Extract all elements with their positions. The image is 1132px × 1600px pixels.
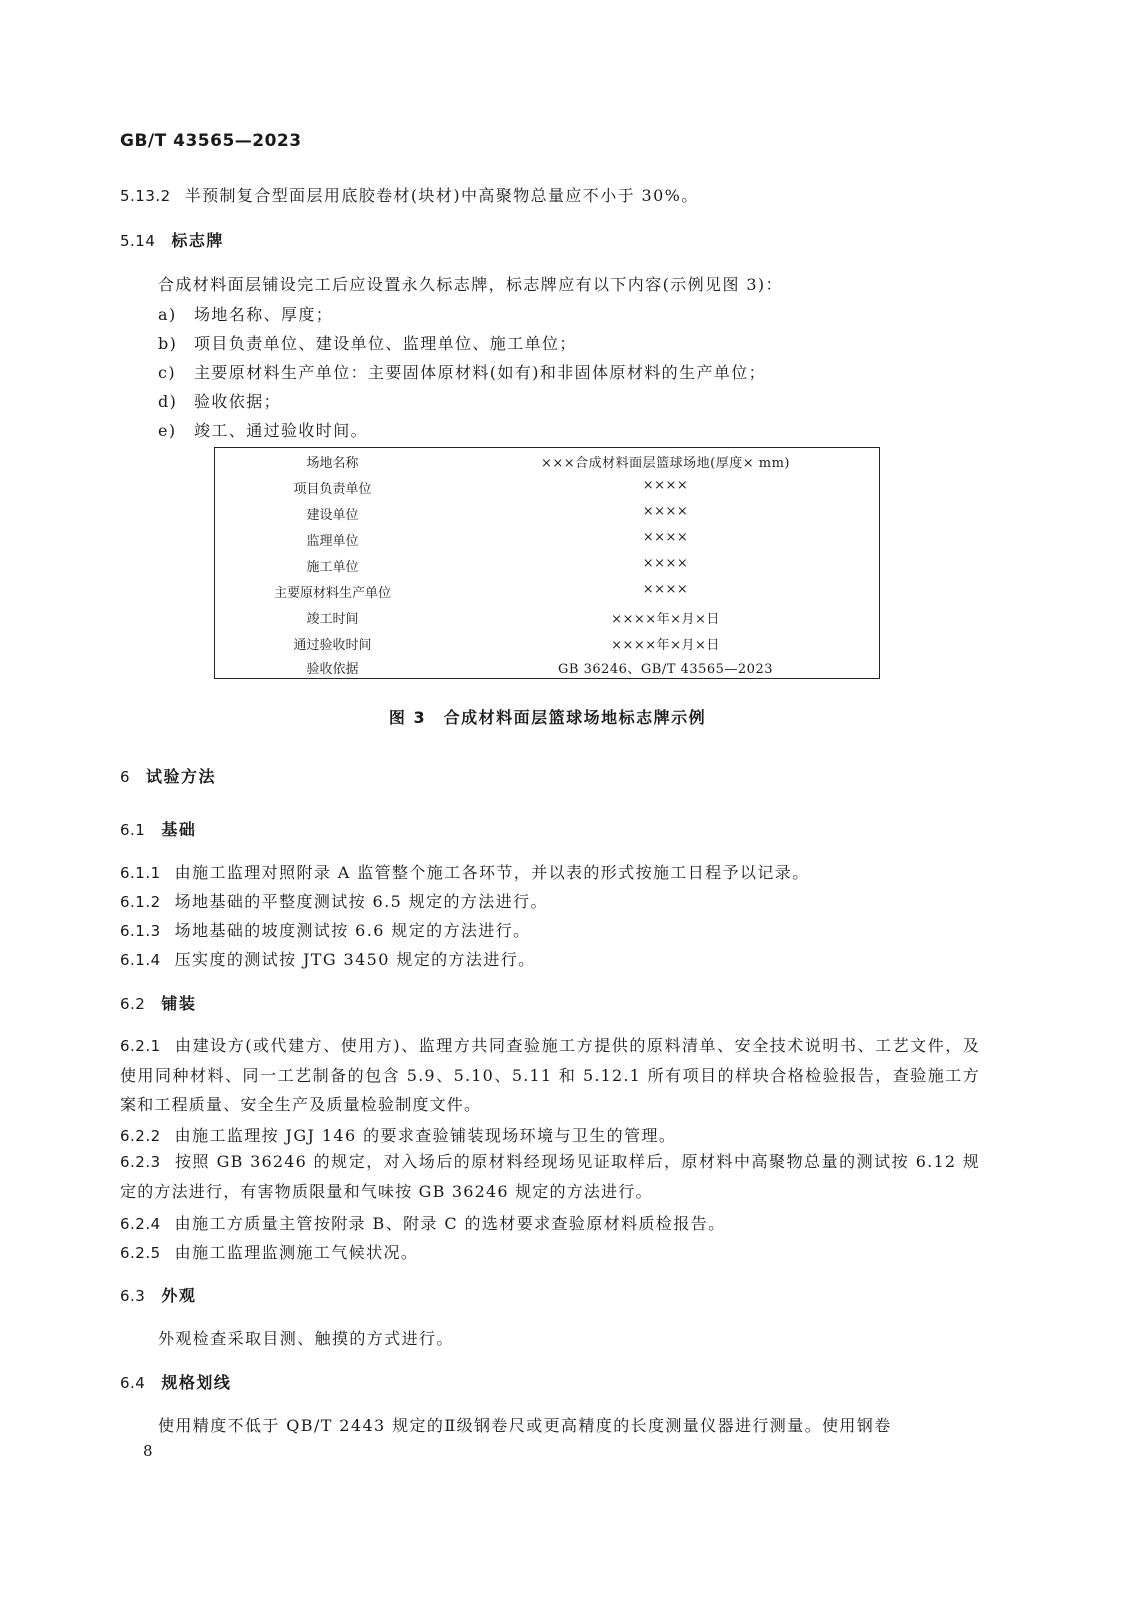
section-title: 基础 — [161, 820, 197, 839]
clause-number: 6.2.4 — [120, 1215, 161, 1233]
section-number: 6.1 — [120, 821, 146, 839]
chapter-title: 试验方法 — [146, 767, 217, 786]
clause-number: 6.2.5 — [120, 1244, 161, 1262]
sign-value: ××××年×月×日 — [611, 638, 720, 653]
standard-number: GB/T 43565—2023 — [120, 131, 302, 151]
clause-6-2-5 — [120, 1240, 418, 1263]
section-number: 6.3 — [120, 1287, 146, 1305]
section-text: 外观检查采取目测、触摸的方式进行。 — [158, 1329, 454, 1348]
clause-6-2-2 — [120, 1123, 676, 1146]
list-item — [158, 389, 281, 412]
clause-text: 半预制复合型面层用底胶卷材(块材)中高聚物总量应不小于 30%。 — [184, 186, 699, 205]
chapter-heading-6 — [120, 764, 216, 787]
sign-value: ×××合成材料面层篮球场地(厚度× mm) — [540, 456, 790, 471]
clause-6-2-3 — [120, 1147, 980, 1206]
sign-intro: 合成材料面层铺设完工后应设置永久标志牌，标志牌应有以下内容(示例见图 3)： — [158, 275, 783, 294]
section-number: 6.4 — [120, 1374, 146, 1392]
sign-row — [215, 630, 879, 656]
sign-value: ××××年×月×日 — [611, 612, 720, 627]
clause-5-13-2 — [120, 183, 699, 206]
clause-text: 场地基础的平整度测试按 6.5 规定的方法进行。 — [174, 892, 548, 911]
clause-number: 6.2.1 — [120, 1037, 161, 1055]
clause-text: 由施工监理对照附录 A 监管整个施工各环节，并以表的形式按施工日程予以记录。 — [174, 863, 810, 882]
clause — [120, 889, 548, 912]
list-item-text: 项目负责单位、建设单位、监理单位、施工单位； — [194, 334, 577, 353]
clause-number: 6.2.2 — [120, 1127, 161, 1145]
section-title: 铺装 — [161, 994, 197, 1013]
sign-row — [215, 604, 879, 630]
sign-key: 项目负责单位 — [293, 482, 372, 497]
list-item — [158, 360, 766, 383]
sign-value: ×××× — [642, 556, 689, 571]
section-number: 6.2 — [120, 995, 146, 1013]
clause-number: 6.1.1 — [120, 864, 161, 882]
sign-row — [215, 500, 879, 526]
chapter-number: 6 — [120, 768, 131, 786]
list-item-text: 场地名称、厚度； — [194, 305, 334, 324]
clause-text: 按照 GB 36246 的规定，对入场后的原材料经现场见证取样后，原材料中高聚物总量的测试按 6.12 规定的方法进行，有害物质限量和气味按 GB 36246 规定的方法进行。 — [120, 1152, 980, 1201]
sign-key: 施工单位 — [306, 560, 359, 575]
clause — [120, 860, 810, 883]
section-text: 使用精度不低于 QB/T 2443 规定的Ⅱ级钢卷尺或更高精度的长度测量仪器进行测量。使用钢卷 — [158, 1416, 892, 1435]
clause-number: 5.13.2 — [120, 187, 171, 205]
list-item-text: 验收依据； — [194, 392, 282, 411]
clause-text: 由施工监理监测施工气候状况。 — [174, 1243, 419, 1262]
section-heading-6-1 — [120, 817, 196, 840]
sign-row — [215, 578, 879, 604]
section-title: 标志牌 — [171, 231, 224, 250]
list-item-text: 竣工、通过验收时间。 — [194, 421, 369, 440]
sign-key: 主要原材料生产单位 — [273, 586, 391, 601]
sign-value: ×××× — [642, 504, 689, 519]
list-item-label: b) — [158, 334, 178, 353]
sign-value: ×××× — [642, 582, 689, 597]
section-number: 5.14 — [120, 232, 156, 250]
section-heading-6-4 — [120, 1370, 231, 1393]
section-heading-6-3 — [120, 1283, 196, 1306]
sign-key: 监理单位 — [306, 534, 359, 549]
list-item-text: 主要原材料生产单位：主要固体原材料(如有)和非固体原材料的生产单位； — [194, 363, 767, 382]
sign-row — [215, 448, 879, 474]
sign-row — [215, 552, 879, 578]
clause-text: 场地基础的坡度测试按 6.6 规定的方法进行。 — [174, 921, 531, 940]
clause — [120, 947, 536, 970]
clause-number: 6.1.2 — [120, 893, 161, 911]
clause-text: 由施工监理按 JGJ 146 的要求查验铺装现场环境与卫生的管理。 — [174, 1126, 677, 1145]
section-heading-5-14 — [120, 228, 224, 251]
sign-value: GB 36246、GB/T 43565—2023 — [558, 662, 773, 677]
clause-number: 6.2.3 — [120, 1153, 161, 1171]
sign-key: 竣工时间 — [306, 612, 359, 627]
sign-row — [215, 474, 879, 500]
clause — [120, 918, 531, 941]
section-title: 外观 — [161, 1286, 197, 1305]
section-title: 规格划线 — [161, 1373, 232, 1392]
sign-row — [215, 526, 879, 552]
sign-value: ×××× — [642, 530, 689, 545]
list-item — [158, 331, 577, 354]
sign-key: 通过验收时间 — [293, 638, 372, 653]
clause-6-2-4 — [120, 1211, 726, 1234]
figure-caption: 图 3 合成材料面层篮球场地标志牌示例 — [388, 708, 707, 727]
sign-key: 建设单位 — [306, 508, 359, 523]
list-item-label: c) — [158, 363, 177, 382]
clause-text: 由建设方(或代建方、使用方)、监理方共同查验施工方提供的原料清单、安全技术说明书、工艺文件，及使用同种材料、同一工艺制备的包含 5.9、5.10、5.11 和 5.12.1 所有项目的样块合格检验报告，查验施工方案和工程质量、安全生产及质量检验制度文件。 — [120, 1036, 980, 1114]
sign-example-table — [214, 447, 880, 679]
section-heading-6-2 — [120, 991, 196, 1014]
list-item — [158, 302, 333, 325]
clause-6-2-1 — [120, 1031, 980, 1119]
clause-text: 由施工方质量主管按附录 B、附录 C 的选材要求查验原材料质检报告。 — [174, 1214, 726, 1233]
sign-key: 场地名称 — [306, 456, 359, 471]
list-item-label: a) — [158, 305, 177, 324]
sign-value: ×××× — [642, 478, 689, 493]
page-number: 8 — [143, 1442, 153, 1460]
list-item-label: d) — [158, 392, 178, 411]
sign-row — [215, 654, 879, 680]
list-item — [158, 418, 368, 441]
list-item-label: e) — [158, 421, 177, 440]
clause-text: 压实度的测试按 JTG 3450 规定的方法进行。 — [174, 950, 536, 969]
clause-number: 6.1.4 — [120, 951, 161, 969]
sign-key: 验收依据 — [306, 662, 359, 677]
clause-number: 6.1.3 — [120, 922, 161, 940]
